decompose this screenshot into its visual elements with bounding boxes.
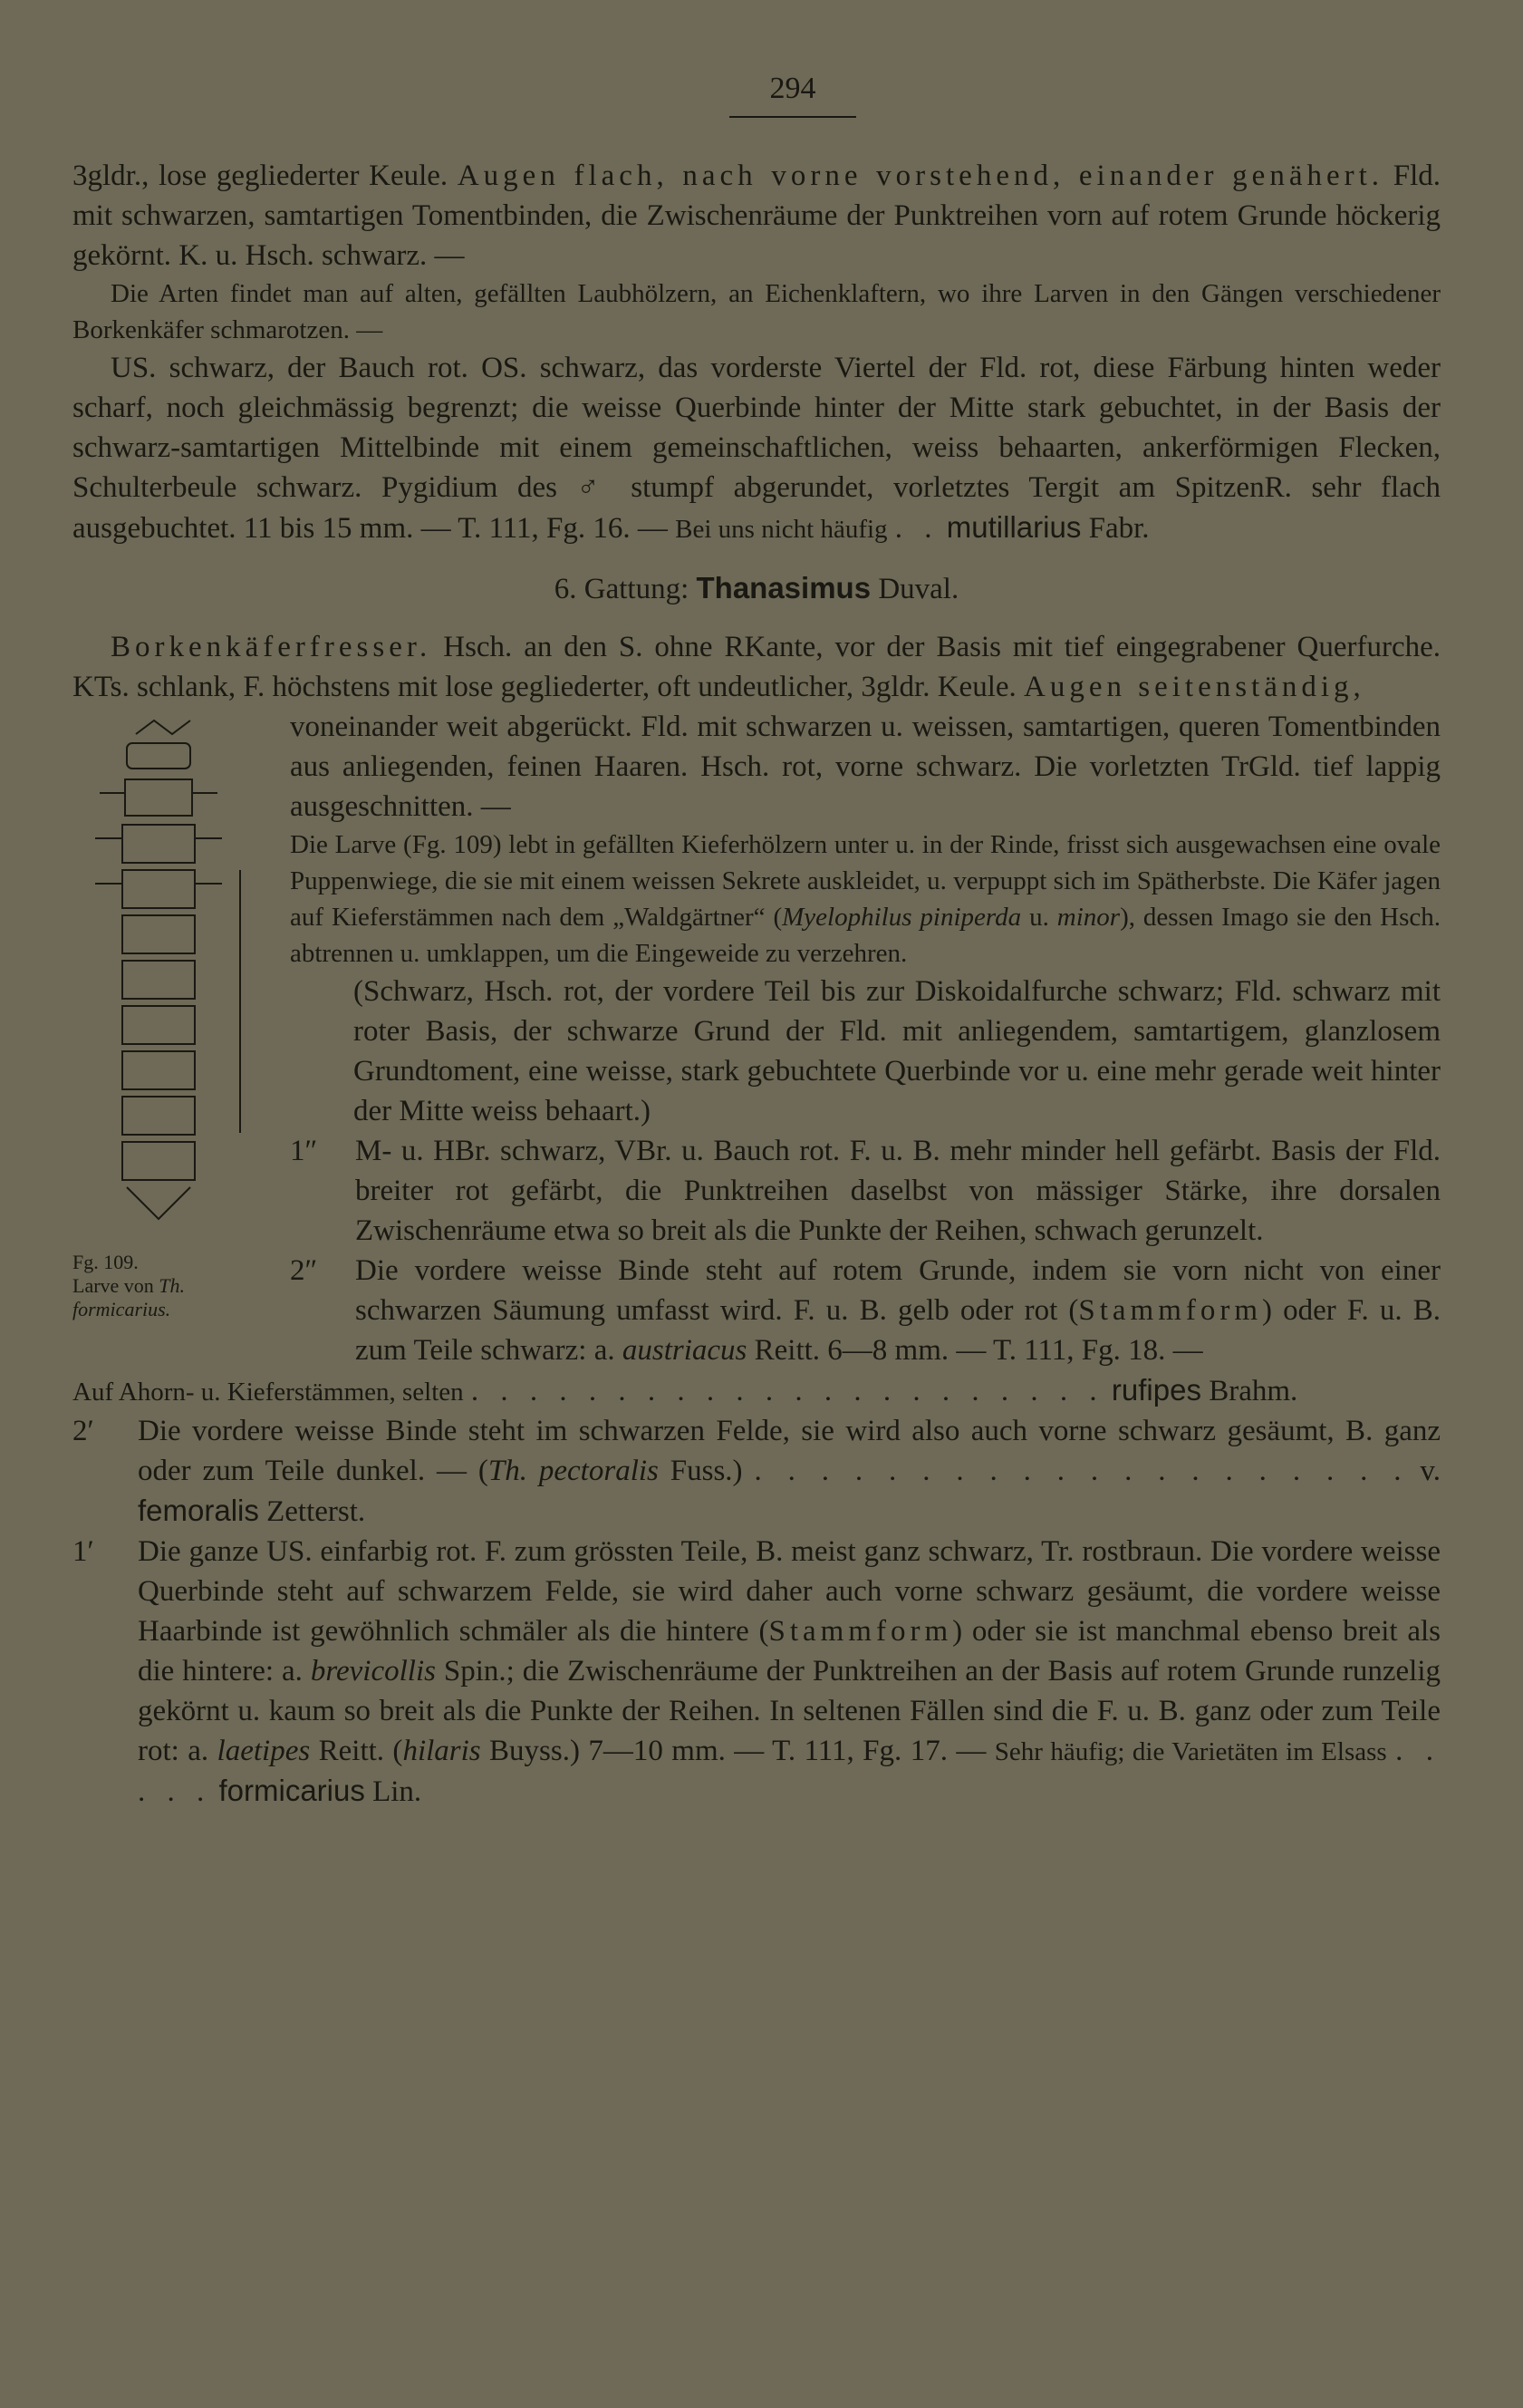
larva-illustration bbox=[72, 707, 254, 1287]
key-couplet-1p: 1′ Die ganze US. einfarbig rot. F. zum grössten Teile, B. meist ganz schwarz, Tr. rostbraun. Die vordere weisse Querbinde steht auf schwarzem Felde, sie wird daher auch vorne schwarz gesäumt, die vordere weisse Haarbinde ist gewöhnlich schmäler als die hintere (Stammform) oder sie ist manchmal ebenso breit als die hintere: a. brevicollis Spin.; die Zwischenräume der Punktreihen an der Basis auf rotem Grunde runzelig gekörnt u. kaum so breit als die Punkte der Reihen. In seltenen Fällen sind die F. u. B. ganz oder zum Teile rot: a. laetipes Reitt. (hilaris Buyss.) 7—10 mm. — T. 111, Fg. 17. — Sehr häufig; die Varietäten im Elsass . . . . . formicarius Lin. bbox=[72, 1535, 1441, 1808]
genus-name: Thanasimus bbox=[696, 571, 872, 604]
species-name: formicarius bbox=[218, 1774, 365, 1807]
page-number-rule bbox=[729, 116, 856, 118]
species-name: mutillarius bbox=[946, 510, 1082, 544]
figure-side-text: voneinander weit abgerückt. Fld. mit schwarzen u. weissen, samtartigen, queren Tomentbinden aus anliegenden, feinen Haaren. Hsch. rot, vorne schwarz. Die vorletzten TrGld. tief lappig ausgeschnitten. — Die Larve (Fg. 109) lebt in gefällten Kieferhölzern unter u. in der Rinde, frisst sich ausgewachsen eine ovale Puppenwiege, die sie mit einem weissen Sekrete auskleidet, u. verpuppt sich im Spätherbste. Die Käfer jagen auf Kieferstämmen nach dem „Waldgärtner“ (Myelophilus piniperda u. minor), dessen Imago sie den Hsch. abtrennen u. umklappen, um die Eingeweide zu verzehren. (Schwarz, Hsch. rot, der vordere Teil bis zur Diskoidalfurche schwarz; Fld. schwarz mit roter Basis, der schwarze Grund der Fld. mit anliegendem, samtartigem, glanzlosem Grundtoment, eine weisse, stark gebuchtete Querbinde vor u. eine mehr gerade weit hinter der Mitte weiss behaart.) 1″ M- u. HBr. schwarz, VBr. u. Bauch rot. F. u. B. mehr minder hell gefärbt. Basis der Fld. breiter rot gefärbt, die Punktreihen daselbst von mässiger Stärke, ihre dorsalen Zwischenräume etwa so breit als die Punkte der Reihen, schwach gerunzelt. 2″ Die vordere weisse Binde steht auf rotem Grunde, indem sie vorn nicht von einer schwarzen Säumung umfasst wird. F. u. B. gelb oder rot (Stammform) oder F. u. B. zum Teile schwarz: a. austriacus Reitt. 6—8 mm. — T. 111, Fg. 18. — bbox=[290, 707, 1441, 1370]
page-body bbox=[72, 156, 1441, 1812]
larva-figure bbox=[72, 707, 272, 1320]
species-name: femoralis bbox=[138, 1494, 259, 1527]
key-couplet-2pp: 2″ Die vordere weisse Binde steht auf rotem Grunde, indem sie vorn nicht von einer schwarzen Säumung umfasst wird. F. u. B. gelb oder rot (Stammform) oder F. u. B. zum Teile schwarz: a. austriacus Reitt. 6—8 mm. — T. 111, Fg. 18. — bbox=[290, 1254, 1441, 1367]
key-couplet-1pp: 1″ M- u. HBr. schwarz, VBr. u. Bauch rot. F. u. B. mehr minder hell gefärbt. Basis der Fld. breiter rot gefärbt, die Punktreihen daselbst von mässiger Stärke, ihre dorsalen Zwischenräume etwa so breit als die Punkte der Reihen, schwach gerunzelt. bbox=[290, 1135, 1441, 1247]
key-couplet-2p: 2′ Die vordere weisse Binde steht im schwarzen Felde, sie wird also auch vorne schwarz gesäumt, B. ganz oder zum Teile dunkel. — (Th. pectoralis Fuss.) . . . . . . . . . . . . . . . . . . . . v. femoralis Zetterst. bbox=[72, 1415, 1441, 1528]
genus-description-intro: Borkenkäferfresser. Hsch. an den S. ohne RKante, vor der Basis mit tief eingegrabener Querfurche. KTs. schlank, F. höchstens mit lose gegliederter, oft undeutlicher, 3gldr. Keule. Augen seitenständig, bbox=[72, 631, 1441, 703]
paragraph-genus-tail: 3gldr., lose gegliederter Keule. Augen flach, nach vorne vorstehend, einander genähert. Fld. mit schwarzen, samtartigen Tomentbinden, die Zwischenräume der Punktreihen vorn auf rotem Grunde höckerig gekörnt. K. u. Hsch. schwarz. — bbox=[72, 160, 1441, 272]
rufipes-entry: Auf Ahorn- u. Kieferstämmen, selten . . . . . . . . . . . . . . . . . . . . . . rufipes Brahm. bbox=[72, 1373, 1298, 1407]
figure-caption: Fg. 109. Larve von Th. formicarius. bbox=[72, 1251, 186, 1320]
figure-block bbox=[72, 707, 1441, 1370]
species-name: rufipes bbox=[1111, 1373, 1201, 1407]
page-number: 294 bbox=[769, 72, 816, 105]
species-entry-mutillarius: US. schwarz, der Bauch rot. OS. schwarz, das vorderste Viertel der Fld. rot, diese Färbung hinten weder scharf, noch gleichmässig begrenzt; die weisse Querbinde hinter der Mitte stark gebuchtet, in der Basis der schwarz-samtartigen Mittelbinde mit einem gemeinschaftlichen, weiss behaarten, ankerförmigen Flecken, Schulterbeule schwarz. Pygidium des ♂ stumpf abgerundet, vorletztes Tergit am SpitzenR. sehr flach ausgebuchtet. 11 bis 15 mm. — T. 111, Fg. 16. — Bei uns nicht häufig . . mutillarius Fabr. bbox=[72, 352, 1441, 545]
genus-heading: 6. Gattung: Thanasimus Duval. bbox=[554, 571, 959, 605]
species-description: (Schwarz, Hsch. rot, der vordere Teil bis zur Diskoidalfurche schwarz; Fld. schwarz mit roter Basis, der schwarze Grund der Fld. mit anliegendem, samtartigem, glanzlosem Grundtoment, eine weisse, stark gebuchtete Querbinde vor u. eine mehr gerade weit hinter der Mitte weiss behaart.) bbox=[353, 975, 1441, 1127]
paragraph-habitat: Die Arten findet man auf alten, gefällten Laubhölzern, an Eichenklaftern, wo ihre Larven in den Gängen verschiedener Borkenkäfer schmarotzen. — bbox=[72, 279, 1441, 344]
larva-note: Die Larve (Fg. 109) lebt in gefällten Kieferhölzern unter u. in der Rinde, frisst sich ausgewachsen eine ovale Puppenwiege, die sie mit einem weissen Sekrete auskleidet, u. verpuppt sich im Spätherbste. Die Käfer jagen auf Kieferstämmen nach dem „Waldgärtner“ (Myelophilus piniperda u. minor), dessen Imago sie den Hsch. abtrennen u. umklappen, um die Eingeweide zu verzehren. bbox=[290, 830, 1441, 968]
